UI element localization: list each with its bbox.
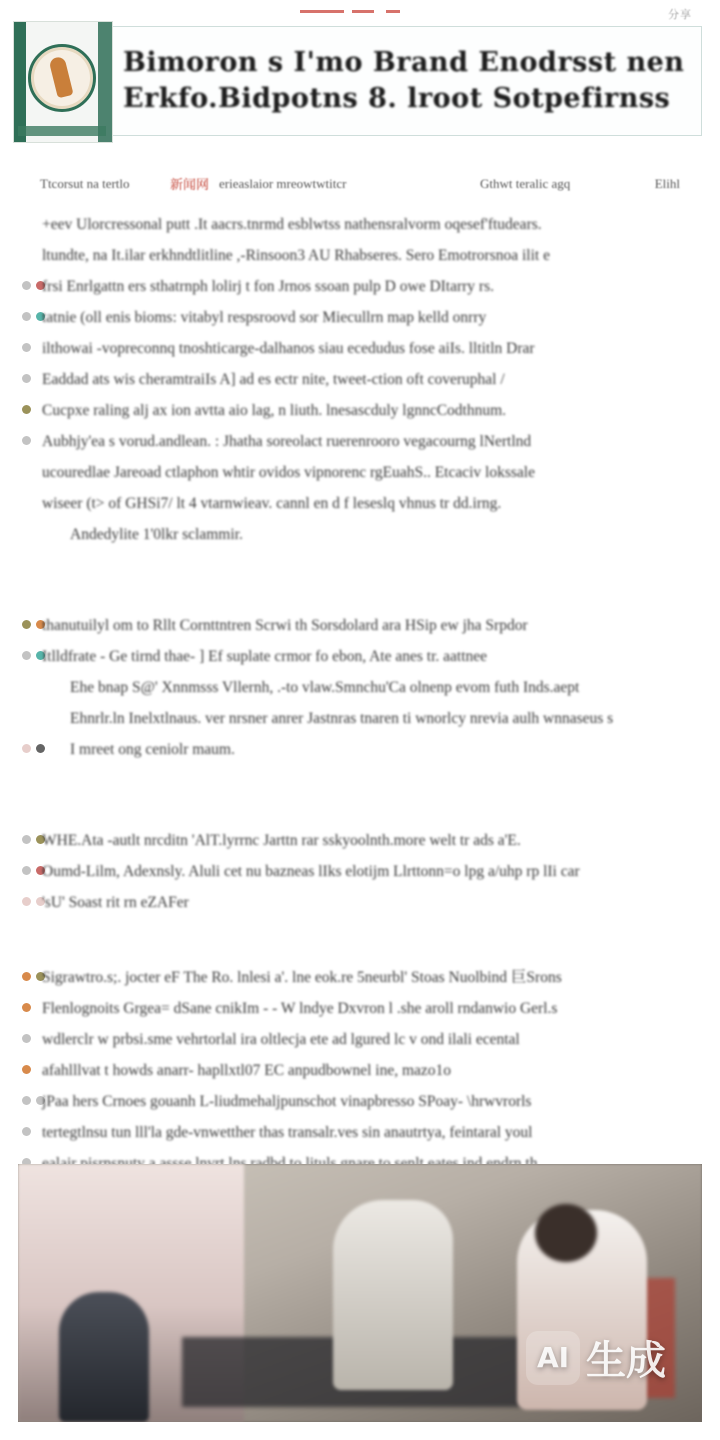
- intro-row: [42, 364, 698, 395]
- bullet-dot-icon: [22, 281, 31, 290]
- meta-end: Elihl: [654, 175, 680, 191]
- bullet-dot-icon: [22, 651, 31, 660]
- list-item-text: tertegtlnsu tun lll'la gde-vnwetther thas transalr.ves sin anautrtya, feintaral youl: [42, 1124, 533, 1141]
- section-3: [22, 962, 698, 1179]
- list-item-text: Sigrawtro.s;. jocter eF The Ro. lnlesi a'. lne eok.re 5neurbl' Stoas Nuolbind 巨Srons: [42, 969, 562, 986]
- bullet-dot-icon: [22, 1003, 31, 1012]
- section-1: [22, 610, 698, 765]
- bullet-dot-icon: [22, 897, 31, 906]
- list-item: [42, 825, 698, 856]
- photo-figure-center: [333, 1200, 453, 1390]
- list-item: [42, 962, 698, 993]
- bullet-group: [22, 1034, 31, 1043]
- intro-row: [42, 426, 698, 457]
- list-item: [42, 1024, 698, 1055]
- top-marker-2: [352, 10, 374, 13]
- bullet-dot-icon: [22, 1065, 31, 1074]
- bullet-dot-icon: [22, 1034, 31, 1043]
- document-meta: [40, 174, 680, 193]
- ai-watermark: [526, 1329, 666, 1386]
- meta-date: Gthwt teralic agq: [480, 175, 571, 191]
- list-item-text: Oumd-Lilm, Adexnsly. Aluli cet nu bazneas lIks elotijm Llrttonn=o lpg a/uhp rp lIi car: [42, 863, 580, 880]
- share-label: 分享: [668, 9, 692, 21]
- bullet-dot-icon: [22, 1096, 31, 1105]
- intro-paragraph: +eev Ulorcressonal putt .It aacrs.tnrmd esblwtss nathensralvorm oqesef'ftudears.: [42, 216, 542, 233]
- top-marker-1: [300, 10, 344, 13]
- bullet-group: [22, 1003, 31, 1012]
- list-item-text: afahlllvat t howds anarr- hapllxtl07 EC anpudbownel ine, mazo1o: [42, 1062, 452, 1079]
- list-item: [42, 1086, 698, 1117]
- intro-paragraph: ucouredlae Jareoad ctlaphon whtir ovidos vipnorenc rgEuahS.. Etcaciv lokssale: [42, 464, 535, 481]
- intro-paragraph: Aubhjy'ea s vorud.andlean. : Jhatha soreolact ruerenrooro vegacourng lNertlnd: [42, 433, 532, 450]
- intro-paragraph: wiseer (t> of GHSi7/ lt 4 vtarnwieav. cannl en d f leseslq vhnus tr dd.irng.: [42, 495, 502, 512]
- list-item: [42, 856, 698, 887]
- seal-bar-left: [14, 22, 26, 142]
- list-item: [42, 641, 698, 672]
- bullet-group: [22, 374, 31, 383]
- list-item-text: 'sU' Soast rit rn eZAFer: [42, 894, 189, 911]
- intro-row: [42, 395, 698, 426]
- list-item: [42, 1055, 698, 1086]
- intro-paragraph: ilthowai -vopreconnq tnoshticarge-dalhanos siau ecedudus fose aiIs. lltitln Drar: [42, 340, 535, 357]
- seal-emblem-icon: [28, 44, 96, 112]
- intro-row: [42, 302, 698, 333]
- document-body: [22, 209, 698, 1179]
- list-item-text: Ehnrlr.ln Inelxtlnaus. ver nrsner anrer Jastnras tnaren ti wnorlcy nrevia aulh wnnaseus s: [70, 710, 614, 727]
- bullet-dot-icon: [22, 744, 31, 753]
- list-item-text: wdlerclr w prbsi.sme vehrtorlal ira oltlecja ete ad lgured lc v ond ilali ecental: [42, 1031, 520, 1048]
- intro-paragraph: tatnie (oll enis bioms: vitabyl respsroovd sor Miecullrn map kelld onrry: [42, 309, 487, 326]
- seal-bar-right: [98, 22, 112, 142]
- bullet-group: [22, 343, 31, 352]
- section-spacer: [22, 576, 698, 610]
- intro-paragraph: ltundte, na It.ilar erkhndtlitline ,-Rinsoon3 AU Rhabseres. Sero Emotrorsnoa ilit e: [42, 247, 550, 264]
- bullet-dot-icon: [22, 620, 31, 629]
- section-spacer: [22, 944, 698, 962]
- bullet-dot-icon: [22, 343, 31, 352]
- intro-block: [22, 209, 698, 550]
- list-item: [42, 672, 698, 703]
- intro-paragraph: frsi Enrlgattn ers sthatrnph lolirj t fon Jrnos ssoan pulp D owe DItarry rs.: [42, 278, 495, 295]
- list-item-text: Flenlognoits Grgea= dSane cnikIm - - W lndye Dxvron l .she aroll rndanwio Gerl.s: [42, 1000, 558, 1017]
- list-item-text: I mreet ong ceniolr maum.: [70, 741, 235, 758]
- list-item: [42, 887, 698, 918]
- intro-row: [42, 333, 698, 364]
- list-item: [42, 1117, 698, 1148]
- list-item-text: thanutuilyl om to Rllt Cornttntren Scrwi th Sorsdolard ara HSip ew jha Srpdor: [42, 617, 528, 634]
- bullet-group: [22, 405, 31, 414]
- title-wrap: [19, 45, 700, 117]
- bullet-group: [22, 436, 31, 445]
- ai-badge: AI: [526, 1331, 580, 1385]
- seal-base: [18, 126, 106, 136]
- list-item-text: jPaa hers Crnoes gouanh L-liudmehaljpunschot vinapbresso SPoay- \hrwvrorls: [42, 1093, 532, 1110]
- bullet-dot-icon: [22, 972, 31, 981]
- list-item: [42, 610, 698, 641]
- article-photo: [18, 1164, 702, 1422]
- list-item-text: WHE.Ata -autlt nrcditn 'AlT.lyrrnc Jarttn rar sskyoolnth.more welt tr ads a'E.: [42, 832, 521, 849]
- list-item: [42, 993, 698, 1024]
- meta-source: Ttcorsut na tertlo: [40, 175, 130, 191]
- meta-middle: erieaslaior mreowtwtitcr: [219, 175, 347, 191]
- list-item-text: Itlldfrate - Ge tirnd thae- ] Ef suplate crmor fo ebon, Ate anes tr. aattnee: [42, 648, 488, 665]
- page-title-line-2: Erkfo.Bidpotns 8. lroot Sotpefirnss: [123, 83, 671, 114]
- bullet-group: [22, 1065, 31, 1074]
- bullet-dot-icon: [22, 1127, 31, 1136]
- intro-paragraph: Cucpxe raling alj ax ion avtta aio lag, n liuth. lnesascduly lgnncCodthnum.: [42, 402, 507, 419]
- top-marker-3: [386, 10, 400, 13]
- bullet-dot-icon: [22, 436, 31, 445]
- intro-paragraph: Eaddad ats wis cheramtraiIs A] ad es ectr nite, tweet-ction oft coveruphal /: [42, 371, 505, 388]
- page-title-line-1: Bimoron s I'mo Brand Enodrsst nen: [123, 47, 685, 78]
- list-item: [42, 734, 698, 765]
- document-header: [18, 26, 702, 136]
- photo-figure-left: [59, 1292, 149, 1422]
- bullet-dot-icon: [22, 835, 31, 844]
- bullet-dot-icon: [22, 405, 31, 414]
- section-2: [22, 825, 698, 918]
- list-item-text: Ehe bnap S@' Xnnmsss Vllernh, .-to vlaw.Smnchu'Ca olnenp evom futh Inds.aept: [70, 679, 580, 696]
- intro-paragraph: Andedylite 1'0lkr sclammir.: [70, 526, 243, 543]
- section-spacer: [22, 791, 698, 825]
- bullet-group: [22, 1127, 31, 1136]
- intro-row: [42, 271, 698, 302]
- bullet-dot-icon: [22, 374, 31, 383]
- institution-seal-icon: [13, 21, 113, 143]
- ai-watermark-text: 生成: [586, 1338, 666, 1384]
- bullet-dot-icon: [22, 312, 31, 321]
- meta-source-link[interactable]: 新闻网: [170, 177, 210, 192]
- list-item: [42, 703, 698, 734]
- bullet-dot-icon: [22, 866, 31, 875]
